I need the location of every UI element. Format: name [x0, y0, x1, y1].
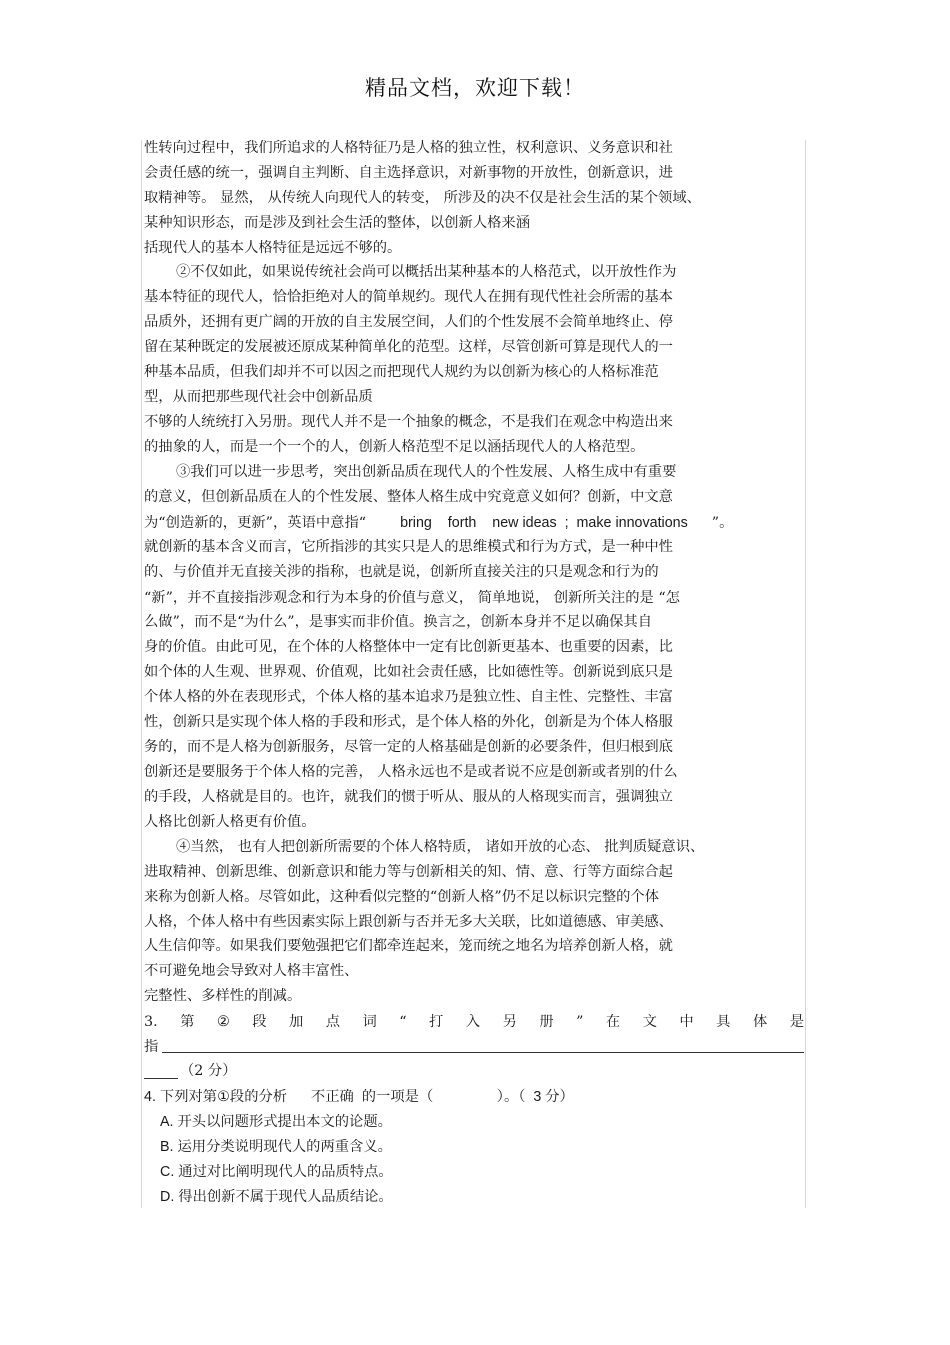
question-3-char: 中	[679, 1014, 694, 1030]
question-4-option-d[interactable]: D. 得出创新不属于现代人品质结论。	[160, 1189, 393, 1205]
paragraph-3-line: ③我们可以进一步思考，突出创新品质在现代人的个性发展、人格生成中有重要	[176, 464, 677, 480]
paragraph-2-line: 品质外，还拥有更广阔的开放的自主发展空间，人们的个性发展不会简单地终止、停	[144, 314, 673, 330]
question-3-score: （2 分）	[180, 1063, 237, 1079]
paragraph-2-line: 留在某种既定的发展被还原成某种简单化的范型。这样，尽管创新可算是现代人的一	[144, 339, 673, 355]
english-phrase: bring forth new ideas ; make innovations	[400, 515, 688, 531]
page-header-title: 精品文档，欢迎下载！	[365, 76, 585, 100]
question-3-char: 另	[502, 1014, 517, 1030]
paragraph-3-line-english	[144, 513, 733, 533]
question-3-char: 是	[789, 1014, 804, 1030]
question-3-char: 加	[288, 1014, 304, 1030]
question-3-char: 入	[465, 1014, 481, 1030]
paragraph-3-line: 如个体的人生观、世界观、价值观，比如社会责任感，比如德性等。创新说到底只是	[144, 664, 673, 680]
paragraph-1-line: 会责任感的统一，强调自主判断、自主选择意识，对新事物的开放性，创新意识，进	[144, 165, 673, 181]
question-3-char: 点	[325, 1014, 341, 1030]
paragraph-3-line: 务的，而不是人格为创新服务，尽管一定的人格基础是创新的必要条件，但归根到底	[144, 739, 673, 755]
paragraph-2-line: 的抽象的人，而是一个一个的人，创新人格范型不足以涵括现代人的人格范型。	[144, 439, 645, 455]
question-3-char: 第	[180, 1014, 195, 1030]
paragraph-3-line: 就创新的基本含义而言，它所指涉的其实只是人的思维模式和行为方式，是一种中性	[144, 539, 673, 555]
question-3-stem	[144, 1012, 804, 1032]
paragraph-3-line: 的意义，但创新品质在人的个性发展、整体人格生成中究竟意义如何？创新，中文意	[144, 489, 673, 505]
paragraph-3-line: 的手段，人格就是目的。也许，就我们的惯于听从、服从的人格现实而言，强调独立	[144, 789, 673, 805]
question-4-option-a[interactable]: A. 开头以问题形式提出本文的论题。	[160, 1114, 392, 1130]
paragraph-1-line: 性转向过程中，我们所追求的人格特征乃是人格的独立性，权利意识、义务意识和社	[144, 140, 673, 156]
question-3-answer-blank-end[interactable]	[144, 1078, 178, 1079]
paragraph-3-line: 身的价值。由此可见，在个体的人格整体中一定有比创新更基本、也重要的因素，比	[144, 639, 673, 655]
paragraph-3-line: 个体人格的外在表现形式，个体人格的基本追求乃是独立性、自主性、完整性、丰富	[144, 689, 673, 705]
question-3-char: 文	[642, 1014, 657, 1030]
question-3-char: 打	[429, 1014, 444, 1030]
paragraph-4-line: 进取精神、创新思维、创新意识和能力等与创新相关的知、情、意、行等方面综合起	[144, 864, 673, 880]
paragraph-4-line: ④当然， 也有人把创新所需要的个体人格特质， 诸如开放的心态、 批判质疑意识、	[176, 839, 705, 855]
paragraph-2-line: ②不仅如此，如果说传统社会尚可以概括出某种基本的人格范式，以开放性作为	[176, 264, 677, 280]
paragraph-3-line: 的、与价值并无直接关涉的指称，也就是说，创新所直接关注的只是观念和行为的	[144, 564, 659, 580]
paragraph-1-line: 括现代人的基本人格特征是远远不够的。	[144, 240, 402, 256]
question-3-char: ②	[216, 1014, 230, 1030]
paragraph-3-line: “新”，并不直接指涉观念和行为本身的价值与意义， 简单地说， 创新所关注的是 “怎	[144, 590, 680, 606]
paragraph-2-line: 型，从而把那些现代社会中创新品质	[144, 389, 373, 405]
paragraph-4-line: 来称为创新人格。尽管如此，这种看似完整的“创新人格”仍不足以标识完整的个体	[144, 889, 660, 905]
question-3-char: 3.	[144, 1014, 158, 1030]
paragraph-2-line: 基本特征的现代人，恰恰拒绝对人的简单规约。现代人在拥有现代性社会所需的基本	[144, 289, 673, 305]
question-3-char: 册	[539, 1014, 554, 1030]
paragraph-4-line: 完整性、多样性的削减。	[144, 988, 302, 1004]
paragraph-4-line: 人生信仰等。如果我们要勉强把它们都牵连起来，笼而统之地名为培养创新人格，就	[144, 938, 673, 954]
question-3-answer-prefix: 指	[144, 1039, 159, 1055]
english-close-quote: ”。	[711, 515, 734, 531]
question-3-char: 段	[252, 1014, 267, 1030]
paragraph-1-line: 某种知识形态，而是涉及到社会生活的整体，以创新人格来涵	[144, 215, 531, 231]
paragraph-4-line: 不可避免地会导致对人格丰富性、	[144, 963, 359, 979]
question-3-char: ”	[576, 1014, 584, 1030]
paragraph-3-line: 人格比创新人格更有价值。	[144, 814, 316, 830]
question-3-char: 词	[362, 1014, 377, 1030]
question-4-option-c[interactable]: C. 通过对比阐明现代人的品质特点。	[160, 1164, 393, 1180]
paragraph-2-line: 种基本品质，但我们却并不可以因之而把现代人规约为以创新为核心的人格标准范	[144, 364, 659, 380]
paragraph-3-line: 创新还是要服务于个体人格的完善， 人格永远也不是或者说不应是创新或者别的什么	[144, 764, 678, 780]
paragraph-3-line: 么做”，而不是“为什么”，是事实而非价值。换言之，创新本身并不足以确保其自	[144, 614, 653, 630]
question-3-char: 具	[716, 1014, 731, 1030]
question-4-option-b[interactable]: B. 运用分类说明现代人的两重含义。	[160, 1139, 392, 1155]
question-3-char: “	[399, 1014, 407, 1030]
paragraph-1-line: 取精神等。 显然， 从传统人向现代人的转变， 所涉及的决不仅是社会生活的某个领域、	[144, 190, 701, 206]
question-4-stem: 4. 下列对第①段的分析 不正确 的一项是（ ）。（ 3 分）	[144, 1089, 574, 1105]
question-3-answer-blank[interactable]	[162, 1052, 804, 1053]
paragraph-3-line: 性，创新只是实现个体人格的手段和形式，是个体人格的外化，创新是为个体人格服	[144, 714, 673, 730]
question-3-char: 在	[605, 1014, 621, 1030]
paragraph-4-line: 人格，个体人格中有些因素实际上跟创新与否并无多大关联，比如道德感、审美感、	[144, 914, 673, 930]
english-intro: 为“创造新的，更新”，英语中意指“	[144, 515, 367, 531]
paragraph-2-line: 不够的人统统打入另册。现代人并不是一个抽象的概念，不是我们在观念中构造出来	[144, 414, 673, 430]
question-3-char: 体	[752, 1014, 768, 1030]
